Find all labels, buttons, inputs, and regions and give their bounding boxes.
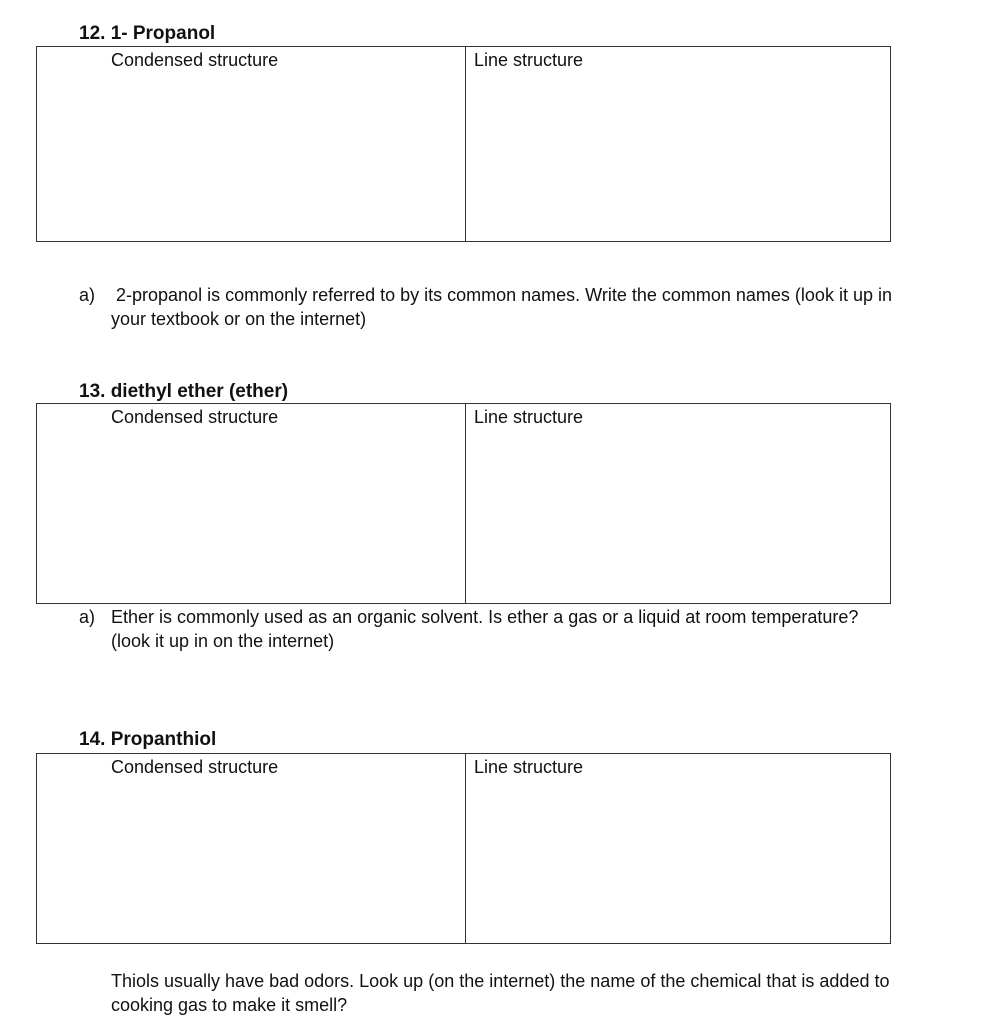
line-structure-label: Line structure: [474, 757, 584, 777]
condensed-structure-label: Condensed structure: [111, 757, 279, 777]
line-structure-cell[interactable]: [466, 754, 890, 943]
question-13a-line2: (look it up in on the internet): [111, 631, 335, 651]
section-13-heading: 13. diethyl ether (ether): [79, 381, 289, 402]
question-14-line1: Thiols usually have bad odors. Look up (on the internet) the name of the chemical that is added to: [111, 971, 890, 991]
line-structure-label: Line structure: [474, 407, 584, 427]
section-14-structure-table: [36, 753, 891, 944]
question-14-line2: cooking gas to make it smell?: [111, 995, 348, 1015]
section-13-structure-table: [36, 403, 891, 604]
condensed-structure-label: Condensed structure: [111, 50, 279, 70]
section-12-heading: 12. 1- Propanol: [79, 23, 216, 44]
line-structure-cell[interactable]: [466, 404, 890, 603]
condensed-structure-cell[interactable]: [37, 47, 466, 241]
line-structure-label: Line structure: [474, 50, 584, 70]
question-13a-line1: Ether is commonly used as an organic solvent. Is ether a gas or a liquid at room temperature?: [111, 607, 859, 627]
question-marker: a): [79, 285, 96, 305]
line-structure-cell[interactable]: [466, 47, 890, 241]
question-12a-line2: your textbook or on the internet): [111, 309, 367, 329]
section-12-structure-table: [36, 46, 891, 242]
condensed-structure-cell[interactable]: [37, 754, 466, 943]
question-marker: a): [79, 607, 96, 627]
section-14-heading: 14. Propanthiol: [79, 729, 217, 750]
condensed-structure-cell[interactable]: [37, 404, 466, 603]
question-12a-line1: 2-propanol is commonly referred to by its common names. Write the common names (look it up in: [116, 285, 892, 305]
condensed-structure-label: Condensed structure: [111, 407, 279, 427]
